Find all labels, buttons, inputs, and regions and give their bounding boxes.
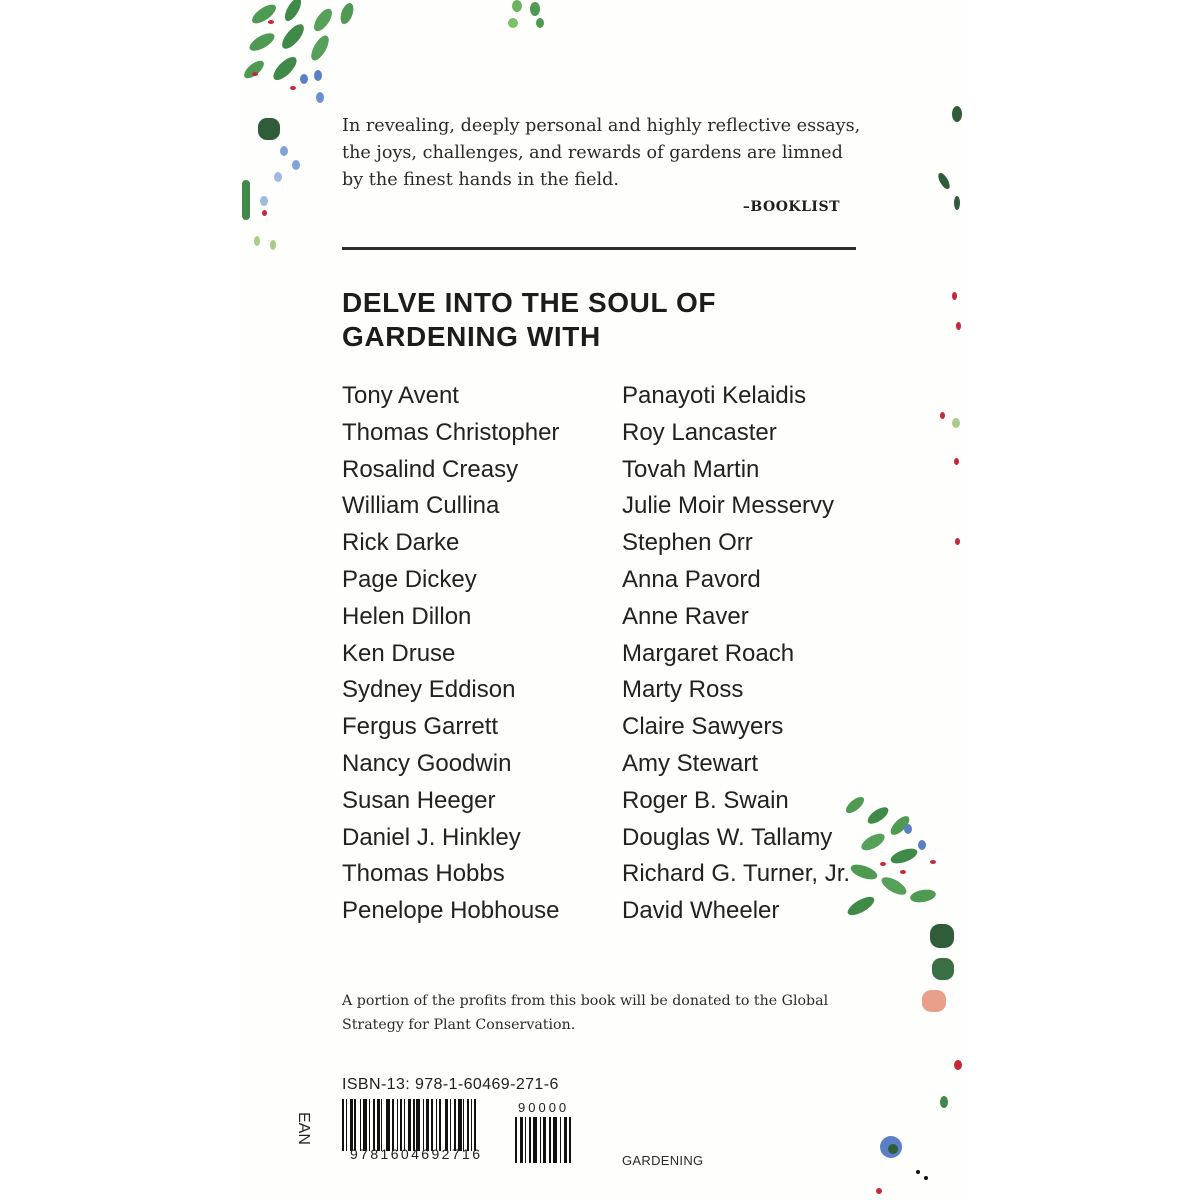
category-label: GARDENING [622,1153,704,1168]
contributor-name: Douglas W. Tallamy [622,823,833,851]
contributor-name: Fergus Garrett [342,713,499,741]
price-addon-barcode [515,1117,595,1163]
contributor-name: Rosalind Creasy [342,455,519,483]
review-quote: In revealing, deeply personal and highly reflective essays, the joys, challenges, and rewards of gardens are limned by the finest hands in the field. [342,116,861,190]
contributor-name: Tovah Martin [622,455,760,483]
book-back-cover [240,0,962,1200]
contributor-name: Roy Lancaster [622,418,777,446]
contributor-name: Rick Darke [342,529,460,557]
contributor-name: Thomas Hobbs [342,860,505,888]
contributor-name: Margaret Roach [622,639,795,667]
contributor-name: Panayoti Kelaidis [622,382,807,409]
contributor-name: William Cullina [342,492,500,520]
contributor-name: Thomas Christopher [342,418,560,446]
contributor-name: Roger B. Swain [622,786,789,814]
contributor-name: Marty Ross [622,676,744,704]
ean-barcode [342,1099,527,1151]
divider-rule [342,247,856,250]
contributor-name: Richard G. Turner, Jr. [622,860,851,888]
contributor-name: Tony Avent [342,382,459,409]
donation-note: A portion of the profits from this book will be donated to the Global Strategy for Plant Conservation. [342,993,829,1033]
contributor-name: Amy Stewart [622,749,759,777]
contributor-name: Page Dickey [342,565,477,593]
contributor-name: Claire Sawyers [622,713,784,741]
contributor-name: Anne Raver [622,602,749,630]
contributors-heading: DELVE INTO THE SOUL OF GARDENING WITH [342,287,717,352]
contributor-name: Sydney Eddison [342,676,516,704]
contributors-list-left [342,378,622,930]
contributor-name: Julie Moir Messervy [622,492,835,520]
review-attribution: –BOOKLIST [742,199,840,215]
contributors-list-right [622,378,902,930]
contributor-name: Penelope Hobhouse [342,897,560,925]
contributor-name: Stephen Orr [622,529,753,557]
ean-digits: 9781604692716 [350,1146,483,1162]
ean-label: EAN [295,1112,312,1145]
contributor-name: Daniel J. Hinkley [342,823,521,851]
contributor-name: Susan Heeger [342,786,496,814]
isbn-label: ISBN-13: 978-1-60469-271-6 [342,1076,559,1093]
contributor-name: Helen Dillon [342,602,472,630]
contributor-name: Anna Pavord [622,565,761,593]
price-addon-digits: 90000 [518,1100,570,1115]
contributor-name: Ken Druse [342,639,456,667]
contributor-name: David Wheeler [622,897,780,925]
contributor-name: Nancy Goodwin [342,749,512,777]
